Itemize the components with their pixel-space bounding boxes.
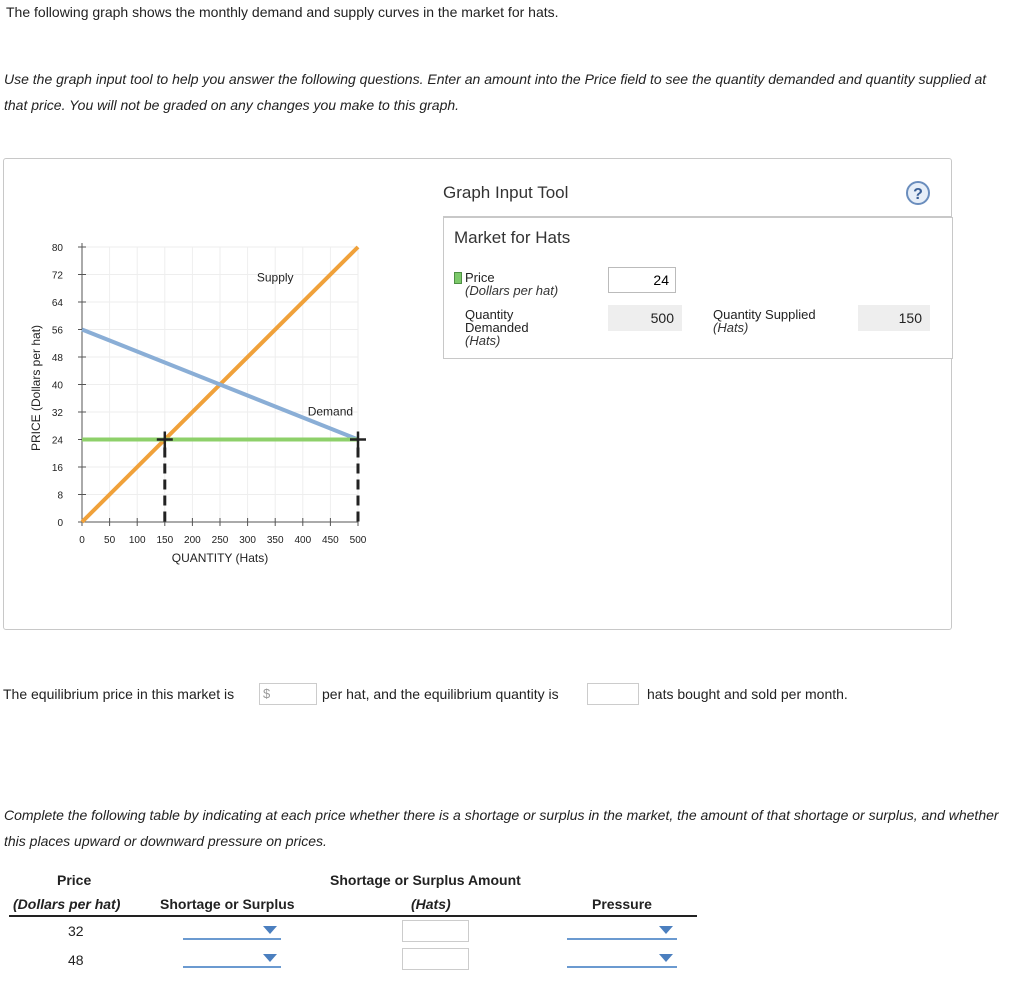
quantity-demanded-value: 500 <box>608 305 682 331</box>
y-tick-label: 72 <box>51 270 63 282</box>
equilibrium-quantity-input[interactable] <box>587 683 639 705</box>
chevron-down-icon <box>263 926 277 934</box>
x-tick-label: 200 <box>184 535 201 546</box>
amount-input-row1[interactable] <box>402 920 469 942</box>
y-tick-label: 48 <box>51 353 63 364</box>
price-input[interactable] <box>608 267 676 293</box>
col-header-price-unit: (Dollars per hat) <box>13 896 121 912</box>
table-instructions: Complete the following table by indicating at each price whether there is a shortage or surplus in the market, the amount of that shortage or surplus, and whether this places upward or downward pressure on prices. <box>4 807 999 849</box>
y-tick-label: 8 <box>57 490 63 502</box>
x-tick-label: 500 <box>349 535 367 546</box>
qd-label-2: Demanded <box>465 320 529 335</box>
supply-label: Supply <box>256 270 294 285</box>
y-tick-label: 40 <box>51 380 63 392</box>
chart <box>0 0 440 640</box>
chevron-down-icon <box>659 926 673 934</box>
y-tick-label: 24 <box>51 435 63 447</box>
market-title: Market for Hats <box>454 228 571 247</box>
pressure-dropdown-row2[interactable] <box>567 952 677 968</box>
shortage-dropdown-row2[interactable] <box>183 952 281 968</box>
x-tick-label: 400 <box>294 535 312 546</box>
equilibrium-text-2: per hat, and the equilibrium quantity is <box>322 686 559 702</box>
equilibrium-text-3: hats bought and sold per month. <box>647 686 848 702</box>
table-header-rule <box>9 915 697 917</box>
col-header-price: Price <box>57 872 92 888</box>
x-tick-label: 300 <box>239 535 256 546</box>
x-tick-label: 50 <box>104 535 116 546</box>
chevron-down-icon <box>263 954 277 962</box>
shortage-dropdown-row1[interactable] <box>183 924 281 940</box>
demand-label: Demand <box>307 404 354 419</box>
y-tick-label: 32 <box>51 408 63 419</box>
x-tick-label: 350 <box>266 535 284 546</box>
pressure-dropdown-row1[interactable] <box>567 924 677 940</box>
equilibrium-text-1: The equilibrium price in this market is <box>3 686 235 702</box>
chart-marks <box>157 270 366 522</box>
qd-unit: (Hats) <box>465 333 501 348</box>
x-tick-label: 450 <box>322 535 339 546</box>
qd-label-1: Quantity <box>465 307 514 322</box>
intro-text: The following graph shows the monthly demand and supply curves in the market for hats. <box>6 4 559 20</box>
x-tick-label: 250 <box>211 535 229 546</box>
col-header-amount-unit: (Hats) <box>411 896 451 912</box>
row-price-48: 48 <box>68 952 84 968</box>
amount-input-row2[interactable] <box>402 948 469 970</box>
equilibrium-price-input[interactable] <box>259 683 317 705</box>
y-tick-label: 0 <box>57 518 63 529</box>
chevron-down-icon <box>659 954 673 962</box>
y-axis-label: PRICE (Dollars per hat) <box>29 324 43 452</box>
help-icon[interactable]: ? <box>906 181 930 205</box>
graph-input-tool-title: Graph Input Tool <box>443 183 569 202</box>
price-unit: (Dollars per hat) <box>465 283 559 298</box>
price-label: Price <box>465 270 495 285</box>
x-tick-label: 0 <box>79 535 85 546</box>
row-price-32: 32 <box>68 923 84 939</box>
y-tick-label: 80 <box>51 243 63 254</box>
currency-symbol: $ <box>263 686 271 701</box>
price-swatch-icon <box>454 272 462 284</box>
col-header-shortage: Shortage or Surplus <box>160 896 295 912</box>
y-tick-label: 56 <box>51 325 63 337</box>
x-tick-label: 100 <box>128 535 146 546</box>
qs-label: Quantity Supplied <box>713 307 816 322</box>
col-header-amount: Shortage or Surplus Amount <box>330 872 521 888</box>
y-tick-label: 64 <box>51 298 63 309</box>
col-header-pressure: Pressure <box>592 896 652 912</box>
instructions-text: Use the graph input tool to help you answer the following questions. Enter an amount into the Price field to see the quantity demanded and quantity supplied at that price. You will not be graded on any changes you make to this graph. <box>4 71 987 113</box>
y-tick-label: 16 <box>51 463 63 474</box>
x-tick-label: 150 <box>156 535 174 546</box>
quantity-supplied-value: 150 <box>858 305 930 331</box>
qs-unit: (Hats) <box>713 320 749 335</box>
x-axis-label: QUANTITY (Hats) <box>171 551 269 565</box>
